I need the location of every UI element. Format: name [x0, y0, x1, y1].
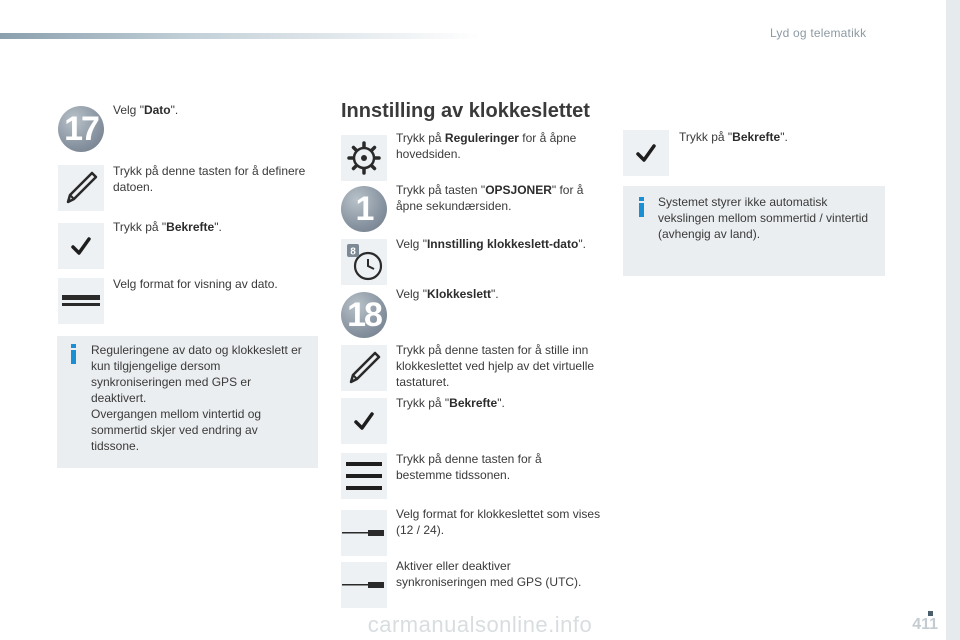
checkmark-icon — [69, 234, 93, 258]
format-toggle-icon — [61, 294, 101, 308]
confirm-date-button[interactable] — [58, 223, 104, 269]
header-accent-bar — [0, 33, 480, 39]
timezone-button[interactable] — [341, 453, 387, 499]
gps-sync-text: Aktiver eller deaktiver synkroniseringen med GPS (UTC). — [396, 559, 582, 589]
timezone-text: Trykk på denne tasten for å bestemme tidssonen. — [396, 452, 542, 482]
time-format-text: Velg format for klokkeslettet som vises (12 / 24). — [396, 507, 601, 537]
settings-text: Trykk på Reguleringer for å åpne hovedsiden. — [396, 131, 577, 161]
page-number: 411 — [912, 616, 938, 633]
step-17-text: Velg "Dato". — [113, 103, 179, 117]
info-panel-left — [57, 336, 318, 468]
date-format-text: Velg format for visning av dato. — [113, 277, 278, 291]
gps-sync-toggle[interactable] — [341, 562, 387, 608]
step-1-text: Trykk på tasten "OPSJONER" for å åpne sekundærsiden. — [396, 183, 584, 213]
clock-setting-button[interactable] — [341, 239, 387, 285]
confirm-time-button[interactable] — [341, 398, 387, 444]
clock-icon — [344, 242, 384, 282]
edit-time-button[interactable] — [341, 345, 387, 391]
confirm-time-text: Trykk på "Bekrefte". — [396, 396, 505, 410]
pencil-icon — [344, 348, 384, 388]
step-17-badge: 17 — [58, 106, 104, 152]
pencil-icon — [61, 168, 101, 208]
info-text-left: Reguleringene av dato og klokkeslett er kun tilgjengelige dersom synkroniseringen med GPS er deaktivert. Overgangen mellom vintertid og sommertid skjer ved endring av tidssone. — [91, 343, 302, 453]
page-title: Innstilling av klokkeslettet — [341, 100, 590, 122]
checkmark-icon — [352, 409, 376, 433]
confirm-settings-text: Trykk på "Bekrefte". — [679, 130, 788, 144]
time-format-button[interactable] — [341, 510, 387, 556]
define-date-text: Trykk på denne tasten for å definere datoen. — [113, 164, 306, 194]
toggle-slider-icon — [342, 580, 386, 590]
clock-setting-text: Velg "Innstilling klokkeslett-dato". — [396, 237, 586, 251]
toggle-slider-icon — [342, 528, 386, 538]
settings-button[interactable] — [341, 135, 387, 181]
confirm-date-text: Trykk på "Bekrefte". — [113, 220, 222, 234]
edit-date-button[interactable] — [58, 165, 104, 211]
badge-8-label: 8 — [350, 246, 356, 258]
info-text-right: Systemet styrer ikke automatisk vekslingen mellom sommertid / vintertid (avhengig av land). — [658, 195, 869, 241]
confirm-settings-button[interactable] — [623, 130, 669, 176]
menu-list-icon — [345, 460, 383, 492]
checkmark-icon — [634, 141, 658, 165]
page-edge-strip — [946, 0, 960, 640]
watermark: carmanualsonline.info — [367, 612, 593, 637]
step-18-badge: 18 — [341, 292, 387, 338]
step-1-badge: 1 — [341, 186, 387, 232]
set-time-text: Trykk på denne tasten for å stille inn klokkeslettet ved hjelp av det virtuelle tastaturet. — [396, 343, 595, 389]
section-title: Lyd og telematikk — [770, 26, 867, 40]
gear-icon — [347, 141, 381, 175]
date-format-button[interactable] — [58, 278, 104, 324]
step-18-text: Velg "Klokkeslett". — [396, 287, 499, 301]
info-panel-right — [623, 186, 885, 276]
